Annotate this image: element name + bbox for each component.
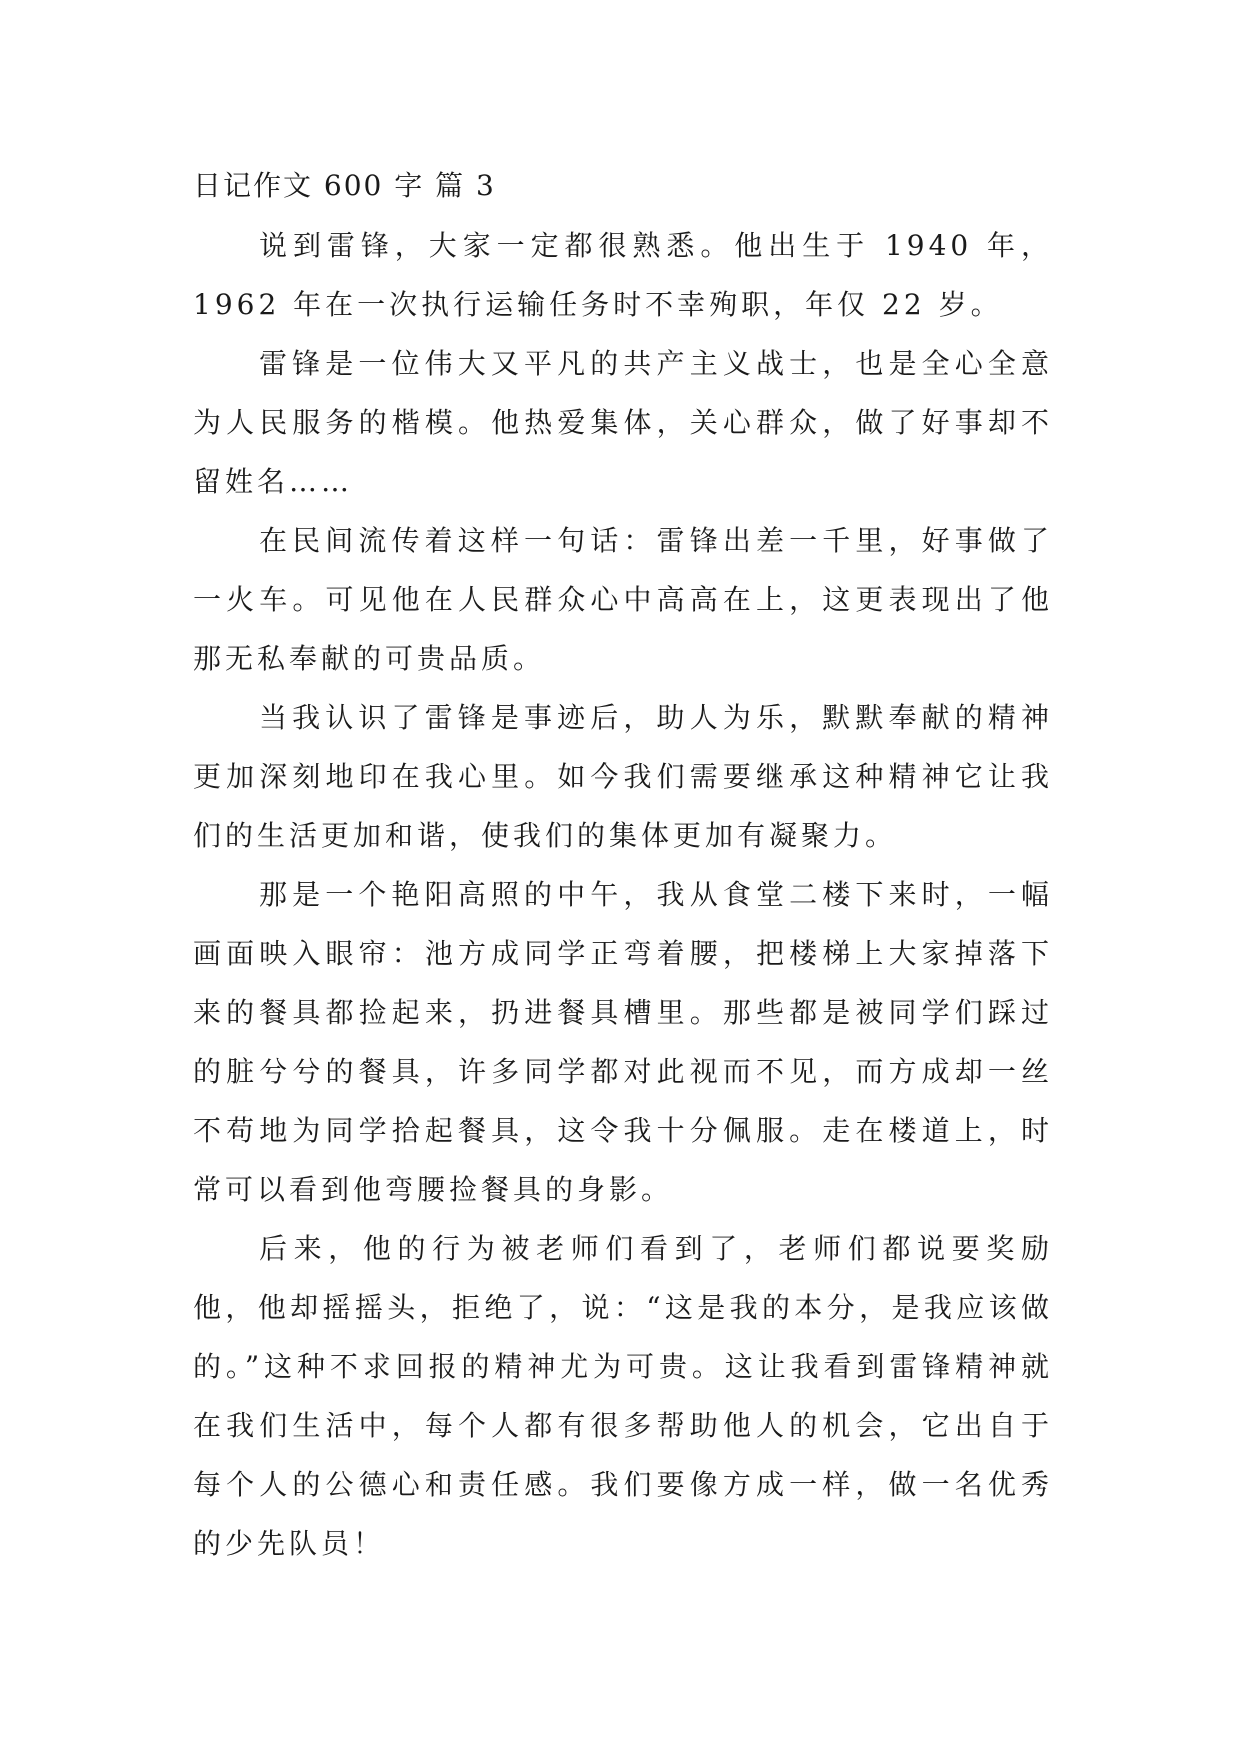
document-body [193,216,1053,1573]
paragraph-4: 当我认识了雷锋是事迹后，助人为乐，默默奉献的精神更加深刻地印在我心里。如今我们需要继承这种精神它让我们的生活更加和谐，使我们的集体更加有凝聚力。 [193,701,1053,852]
paragraph-5: 那是一个艳阳高照的中午，我从食堂二楼下来时，一幅画面映入眼帘：池方成同学正弯着腰，把楼梯上大家掉落下来的餐具都捡起来，扔进餐具槽里。那些都是被同学们踩过的脏兮兮的餐具，许多同学都对此视而不见，而方成却一丝不苟地为同学拾起餐具，这令我十分佩服。走在楼道上，时常可以看到他弯腰捡餐具的身影。 [193,878,1053,1206]
document-title: 日记作文 600 字 篇 3 [193,169,496,202]
paragraph-2: 雷锋是一位伟大又平凡的共产主义战士，也是全心全意为人民服务的楷模。他热爱集体，关心群众，做了好事却不留姓名…… [193,347,1053,498]
paragraph-1: 说到雷锋，大家一定都很熟悉。他出生于 1940 年，1962 年在一次执行运输任务时不幸殉职，年仅 22 岁。 [193,229,1053,321]
paragraph-3: 在民间流传着这样一句话：雷锋出差一千里，好事做了一火车。可见他在人民群众心中高高在上，这更表现出了他那无私奉献的可贵品质。 [193,524,1053,675]
paragraph-6: 后来，他的行为被老师们看到了，老师们都说要奖励他，他却摇摇头，拒绝了，说：“这是我的本分，是我应该做的。”这种不求回报的精神尤为可贵。这让我看到雷锋精神就在我们生活中，每个人都有很多帮助他人的机会，它出自于每个人的公德心和责任感。我们要像方成一样，做一名优秀的少先队员！ [193,1232,1053,1560]
